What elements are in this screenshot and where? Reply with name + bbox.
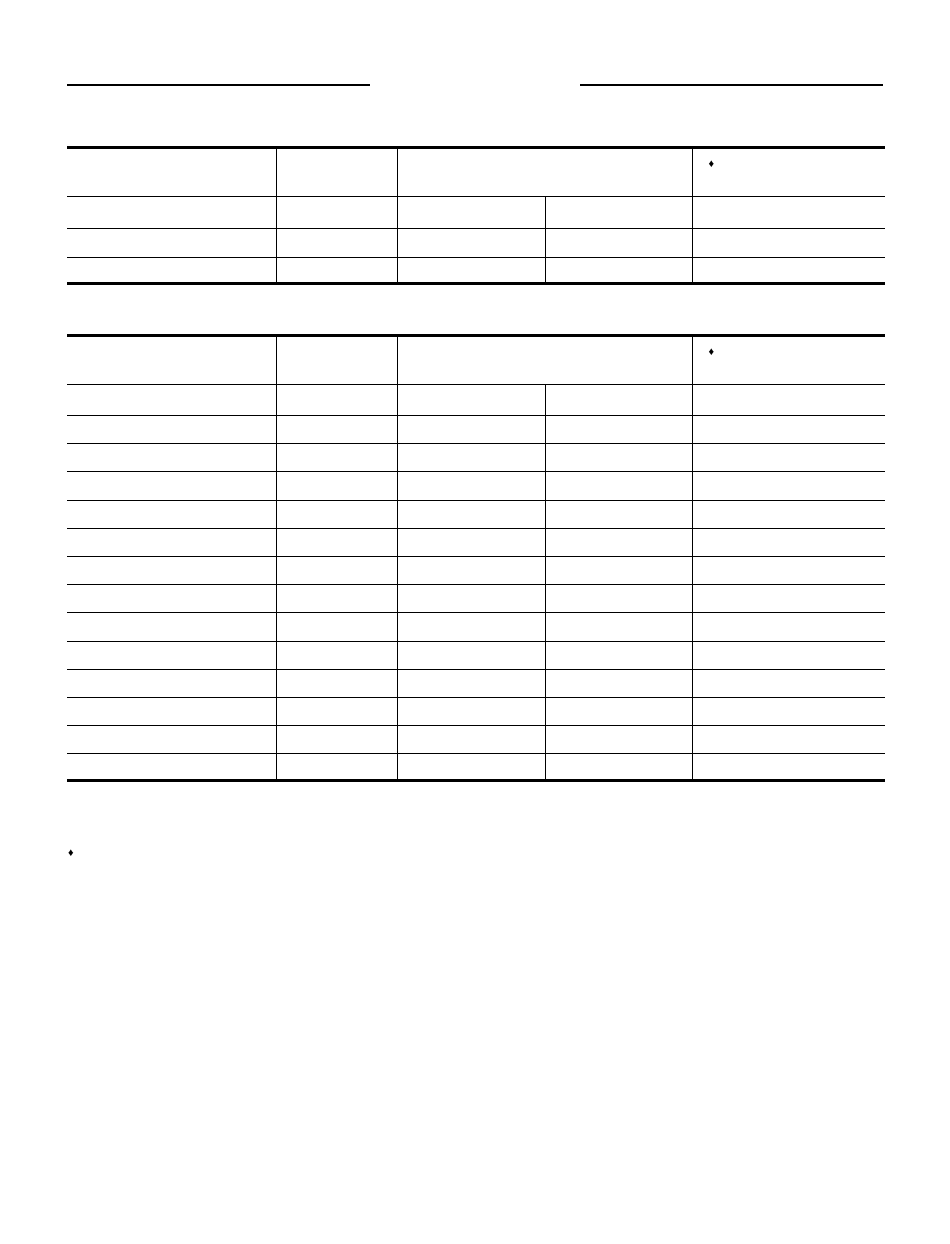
table-cell <box>545 726 692 754</box>
table-1-header-cell-4 <box>692 148 885 197</box>
table-cell <box>397 500 545 528</box>
diamond-marker-icon: ♦ <box>708 346 715 358</box>
table-1-header-cell-2 <box>276 148 397 197</box>
table-cell <box>67 500 276 528</box>
table-cell <box>545 500 692 528</box>
table-cell <box>545 697 692 725</box>
table-2-header-cell-4 <box>692 336 885 385</box>
table-cell <box>545 528 692 556</box>
table-1-header-row <box>67 148 885 197</box>
table-row <box>67 613 885 641</box>
table-row <box>67 258 885 284</box>
table-cell <box>67 229 276 258</box>
table-cell <box>397 197 545 229</box>
table-1-header-cell-1 <box>67 148 276 197</box>
table-cell <box>692 669 885 697</box>
table-cell <box>276 726 397 754</box>
table-cell <box>692 258 885 284</box>
table-cell <box>276 697 397 725</box>
table-cell <box>276 385 397 416</box>
table-cell <box>692 585 885 613</box>
table-cell <box>692 613 885 641</box>
table-cell <box>397 613 545 641</box>
table-row <box>67 229 885 258</box>
table-cell <box>397 385 545 416</box>
table-cell <box>692 416 885 444</box>
table-cell <box>692 528 885 556</box>
table-row <box>67 585 885 613</box>
table-cell <box>692 697 885 725</box>
table-cell <box>67 444 276 472</box>
table-cell <box>692 472 885 500</box>
table-cell <box>397 472 545 500</box>
table-cell <box>397 416 545 444</box>
table-row <box>67 641 885 669</box>
table-cell <box>67 697 276 725</box>
table-cell <box>545 641 692 669</box>
table-cell <box>67 556 276 584</box>
header-field-line-right <box>580 84 883 86</box>
table-cell <box>276 528 397 556</box>
table-cell <box>397 229 545 258</box>
table-cell <box>692 197 885 229</box>
table-row <box>67 444 885 472</box>
table-cell <box>276 197 397 229</box>
table-2-header-cell-2 <box>276 336 397 385</box>
table-cell <box>67 472 276 500</box>
table-cell <box>276 754 397 781</box>
table-cell <box>67 613 276 641</box>
table-cell <box>545 613 692 641</box>
table-row <box>67 528 885 556</box>
table-cell <box>67 258 276 284</box>
table-cell <box>545 197 692 229</box>
table-2-header-row <box>67 336 885 385</box>
table-2-header-cell-1 <box>67 336 276 385</box>
table-cell <box>397 556 545 584</box>
table-cell <box>397 641 545 669</box>
table-row <box>67 754 885 781</box>
table-row <box>67 556 885 584</box>
table-row <box>67 500 885 528</box>
table-cell <box>276 585 397 613</box>
table-cell <box>545 556 692 584</box>
table-cell <box>276 416 397 444</box>
table-cell <box>692 500 885 528</box>
table-cell <box>397 258 545 284</box>
table-cell <box>397 726 545 754</box>
table-cell <box>545 585 692 613</box>
table-cell <box>545 385 692 416</box>
table-cell <box>67 528 276 556</box>
table-cell <box>276 444 397 472</box>
table-cell <box>545 754 692 781</box>
table-row <box>67 385 885 416</box>
table-cell <box>276 669 397 697</box>
table-cell <box>692 444 885 472</box>
table-cell <box>545 669 692 697</box>
table-cell <box>276 229 397 258</box>
table-cell <box>67 197 276 229</box>
table-cell <box>67 669 276 697</box>
table-cell <box>67 754 276 781</box>
table-row <box>67 472 885 500</box>
table-row <box>67 669 885 697</box>
table-cell <box>545 229 692 258</box>
table-cell <box>397 585 545 613</box>
table-row <box>67 697 885 725</box>
table-row <box>67 197 885 229</box>
table-cell <box>276 556 397 584</box>
diamond-marker-icon: ♦ <box>68 847 74 859</box>
table-row <box>67 726 885 754</box>
table-1-header-cell-3 <box>397 148 692 197</box>
table-cell <box>67 726 276 754</box>
table-cell <box>397 697 545 725</box>
table-cell <box>276 500 397 528</box>
table-cell <box>545 416 692 444</box>
table-cell <box>692 754 885 781</box>
table-cell <box>692 385 885 416</box>
diamond-marker-icon: ♦ <box>708 158 715 170</box>
table-cell <box>397 669 545 697</box>
table-cell <box>692 726 885 754</box>
table-cell <box>692 641 885 669</box>
footnote <box>68 847 74 859</box>
table-1 <box>67 146 885 285</box>
table-cell <box>276 613 397 641</box>
table-cell <box>545 258 692 284</box>
table-cell <box>276 258 397 284</box>
table-2-header-cell-3 <box>397 336 692 385</box>
table-cell <box>545 472 692 500</box>
table-row <box>67 416 885 444</box>
table-cell <box>545 444 692 472</box>
header-field-line-left <box>67 84 370 86</box>
table-cell <box>692 556 885 584</box>
table-cell <box>692 229 885 258</box>
table-2 <box>67 334 885 782</box>
table-cell <box>67 385 276 416</box>
table-cell <box>276 472 397 500</box>
table-cell <box>397 444 545 472</box>
table-cell <box>67 585 276 613</box>
table-cell <box>67 416 276 444</box>
table-cell <box>67 641 276 669</box>
table-cell <box>276 641 397 669</box>
table-cell <box>397 754 545 781</box>
table-cell <box>397 528 545 556</box>
